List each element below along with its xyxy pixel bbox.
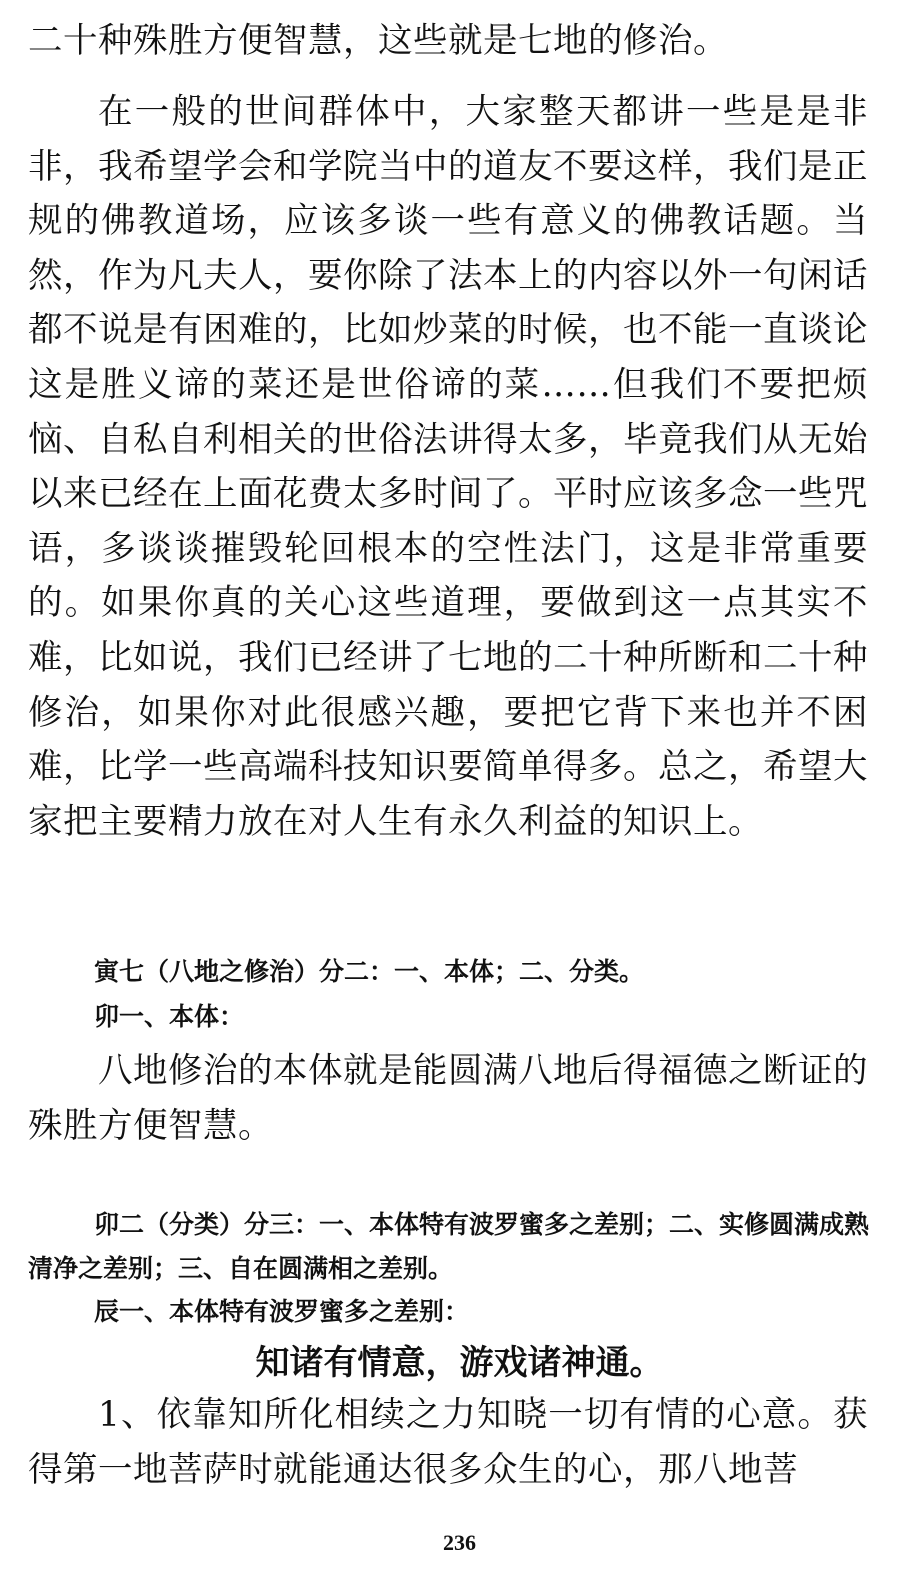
root-verse: 知诸有情意，游戏诸神通。 <box>255 1343 664 1383</box>
essence-paragraph: 八地修治的本体就是能圆满八地后得福德之断证的殊胜方便智慧。 <box>28 1051 868 1146</box>
outline-heading-mao1: 卯一、本体： <box>94 1002 245 1031</box>
advice-paragraph: 在一般的世间群体中，大家整天都讲一些是是非非，我希望学会和学院当中的道友不要这样，我们是正规的佛教道场，应该多谈一些有意义的佛教话题。当然，作为凡夫人，要你除了法本上的内容以外一句闲话都不说是有困难的，比如炒菜的时候，也不能一直谈论这是胜义谛的菜还是世俗谛的菜……但我们不要把烦恼、自私自利相关的世俗法讲得太多，毕竟我们从无始以来已经在上面花费太多时间了。平时应该多念一些咒语，多谈谈摧毁轮回根本的空性法门，这是非常重要的。如果你真的关心这些道理，要做到这一点其实不难，比如说，我们已经讲了七地的二十种所断和二十种修治，如果你对此很感兴趣，要把它背下来也并不困难，比学一些高端科技知识要简单得多。总之，希望大家把主要精力放在对人生有永久利益的知识上。 <box>28 92 868 842</box>
outline-heading-mao2: 卯二（分类）分三：一、本体特有波罗蜜多之差别；二、实修圆满成熟清净之差别；三、自在圆满相之差别。 <box>28 1210 870 1283</box>
continuation-paragraph: 二十种殊胜方便智慧，这些就是七地的修治。 <box>28 21 728 61</box>
outline-heading-chen1: 辰一、本体特有波罗蜜多之差别： <box>94 1297 470 1326</box>
page-number: 236 <box>443 1530 476 1555</box>
item1-paragraph: 1、依靠知所化相续之力知晓一切有情的心意。获得第一地菩萨时就能通达很多众生的心，那八地菩 <box>28 1395 868 1490</box>
outline-heading-yin7: 寅七（八地之修治）分二：一、本体；二、分类。 <box>94 957 645 986</box>
